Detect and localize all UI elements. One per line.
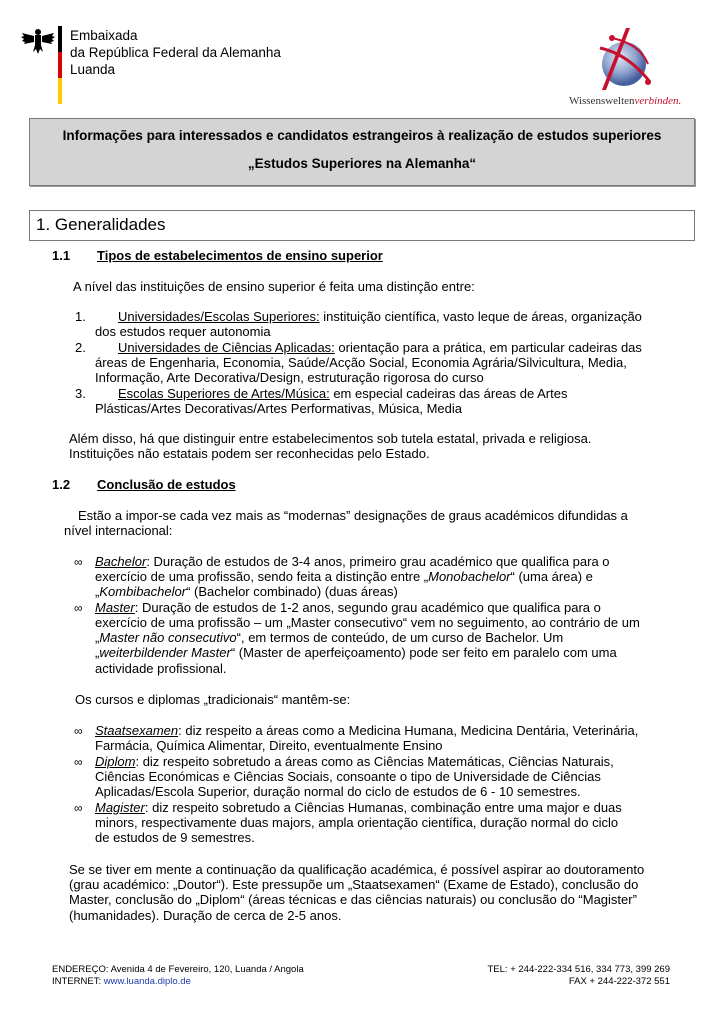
bullet-text <box>95 584 398 599</box>
list-item <box>118 386 567 401</box>
list-item-label: Escolas Superiores de Artes/Música: <box>118 386 330 401</box>
text: “ (Bachelor combinado) (duas áreas) <box>186 584 398 599</box>
paragraph: Instituições não estatais podem ser reconhecidas pelo Estado. <box>69 446 430 461</box>
website-link[interactable]: www.luanda.diplo.de <box>103 976 191 987</box>
text: „ <box>95 645 100 660</box>
list-item-label: Universidades/Escolas Superiores: <box>118 309 320 324</box>
title-box <box>29 118 695 186</box>
bullet-text <box>95 723 638 738</box>
list-number: 1. <box>75 309 86 324</box>
footer-internet <box>52 976 191 988</box>
bullet-text: Aplicadas/Escola Superior, duração normal do ciclo de estudos de 6 - 10 semestres. <box>95 784 581 799</box>
list-item <box>118 340 642 355</box>
paragraph: Estão a impor-se cada vez mais as “modernas” designações de graus académicos difundidas a <box>78 508 628 523</box>
embassy-line: Luanda <box>70 62 116 77</box>
text: “, em termos de conteúdo, de um curso de Bachelor. Um <box>236 630 564 645</box>
subsection-number: 1.2 <box>52 477 71 492</box>
subsection-number: 1.1 <box>52 248 71 263</box>
paragraph: nível internacional: <box>64 523 173 538</box>
list-item-label: Universidades de Ciências Aplicadas: <box>118 340 335 355</box>
bullet-text <box>95 630 563 645</box>
bullet-text: Ciências Económicas e Ciências Sociais, consoante o tipo de Universidade de Ciências <box>95 769 601 784</box>
list-item-continuation: áreas de Engenharia, Economia, Saúde/Acção Social, Economia Agrária/Silvicultura, Media, <box>95 355 627 370</box>
paragraph: Os cursos e diplomas „tradicionais“ mantêm-se: <box>75 692 351 707</box>
logo-caption <box>569 95 681 107</box>
text: „ <box>95 630 100 645</box>
text: : diz respeito a áreas como a Medicina Humana, Medicina Dentária, Veterinária, <box>178 723 639 738</box>
term: Master não consecutivo <box>99 630 237 645</box>
footer-tel: TEL: + 244-222-334 516, 334 773, 399 269 <box>487 964 670 975</box>
paragraph: (humanidades). Duração de cerca de 2-5 anos. <box>69 908 342 923</box>
document-subtitle: „Estudos Superiores na Alemanha“ <box>247 156 477 171</box>
bullet-text: exercício de uma profissão – um „Master consecutivo“ vem no seguimento, ao contrário de um <box>95 615 640 630</box>
embassy-name <box>70 27 281 78</box>
embassy-line: Embaixada <box>70 28 138 43</box>
term: Staatsexamen <box>95 723 179 738</box>
term: weiterbildender Master <box>99 645 231 660</box>
text: “ (uma área) e <box>510 569 593 584</box>
logo-caption-part2: verbinden. <box>634 95 682 107</box>
bullet-icon: ∞ <box>74 601 83 615</box>
embassy-line: da República Federal da Alemanha <box>70 45 281 60</box>
paragraph: Master, conclusão do „Diplom“ (áreas técnicas e das ciências naturais) ou conclusão do “Magister” <box>69 892 637 907</box>
bullet-text <box>95 600 601 615</box>
federal-eagle-icon <box>21 27 55 57</box>
text: “ (Master de aperfeiçoamento) pode ser feito em paralelo com uma <box>230 645 617 660</box>
german-flag-bar <box>58 26 62 104</box>
logo-caption-part1: Wissenswelten <box>569 95 635 107</box>
document-title: Informações para interessados e candidatos estrangeiros à realização de estudos superiores <box>62 128 662 143</box>
list-number: 3. <box>75 386 86 401</box>
text: „ <box>95 584 100 599</box>
bullet-text <box>95 754 614 769</box>
bullet-text <box>95 554 610 569</box>
list-item-continuation: Informação, Arte Decorativa/Design, estruturação rigorosa do curso <box>95 370 484 385</box>
text: exercício de uma profissão, sendo feita a distinção entre „ <box>95 569 429 584</box>
bullet-text <box>95 800 622 815</box>
bullet-text <box>95 645 617 660</box>
term: Monobachelor <box>428 569 511 584</box>
list-item-text: instituição científica, vasto leque de áreas, organização <box>319 309 642 324</box>
footer-fax: FAX + 244-222-372 551 <box>568 976 670 987</box>
footer-address: ENDEREÇO: Avenida 4 de Fevereiro, 120, Luanda / Angola <box>52 964 304 975</box>
term: Magister <box>95 800 145 815</box>
subsection-title: Tipos de estabelecimentos de ensino superior <box>97 248 383 263</box>
bullet-text: minors, respectivamente duas majors, ampla orientação científica, duração normal do ciclo <box>95 815 619 830</box>
text: : diz respeito sobretudo a áreas como as Ciências Matemáticas, Ciências Naturais, <box>135 754 614 769</box>
text: : Duração de estudos de 1-2 anos, segundo grau académico que qualifica para o <box>134 600 601 615</box>
list-item <box>118 309 642 324</box>
section-heading-box <box>29 210 695 241</box>
list-number: 2. <box>75 340 86 355</box>
term: Diplom <box>95 754 136 769</box>
paragraph: Além disso, há que distinguir entre estabelecimentos sob tutela estatal, privada e religiosa. <box>69 431 592 446</box>
bullet-text <box>95 569 593 584</box>
footer-internet-label: INTERNET: <box>52 976 104 987</box>
term: Kombibachelor <box>99 584 187 599</box>
list-item-text: em especial cadeiras das áreas de Artes <box>329 386 568 401</box>
list-item-continuation: Plásticas/Artes Decorativas/Artes Performativas, Música, Media <box>95 401 463 416</box>
term: Master <box>95 600 135 615</box>
bullet-icon: ∞ <box>74 555 83 569</box>
text: : diz respeito sobretudo a Ciências Humanas, combinação entre uma major e duas <box>144 800 622 815</box>
text: : Duração de estudos de 3-4 anos, primeiro grau académico que qualifica para o <box>146 554 610 569</box>
bullet-text: de estudos de 9 semestres. <box>95 830 255 845</box>
wissenswelten-logo-icon <box>588 24 658 94</box>
list-item-continuation: dos estudos requer autonomia <box>95 324 271 339</box>
bullet-text: actividade profissional. <box>95 661 227 676</box>
paragraph: A nível das instituições de ensino superior é feita uma distinção entre: <box>73 279 475 294</box>
bullet-icon: ∞ <box>74 801 83 815</box>
bullet-icon: ∞ <box>74 724 83 738</box>
list-item-text: orientação para a prática, em particular cadeiras das <box>334 340 642 355</box>
section-heading: 1. Generalidades <box>36 215 166 234</box>
subsection-title: Conclusão de estudos <box>97 477 236 492</box>
bullet-icon: ∞ <box>74 755 83 769</box>
bullet-text: Farmácia, Química Alimentar, Direito, eventualmente Ensino <box>95 738 443 753</box>
paragraph: (grau académico: „Doutor“). Este pressupõe um „Staatsexamen“ (Exame de Estado), conclusão do <box>69 877 639 892</box>
paragraph: Se se tiver em mente a continuação da qualificação académica, é possível aspirar ao doutoramento <box>69 862 645 877</box>
term: Bachelor <box>95 554 147 569</box>
